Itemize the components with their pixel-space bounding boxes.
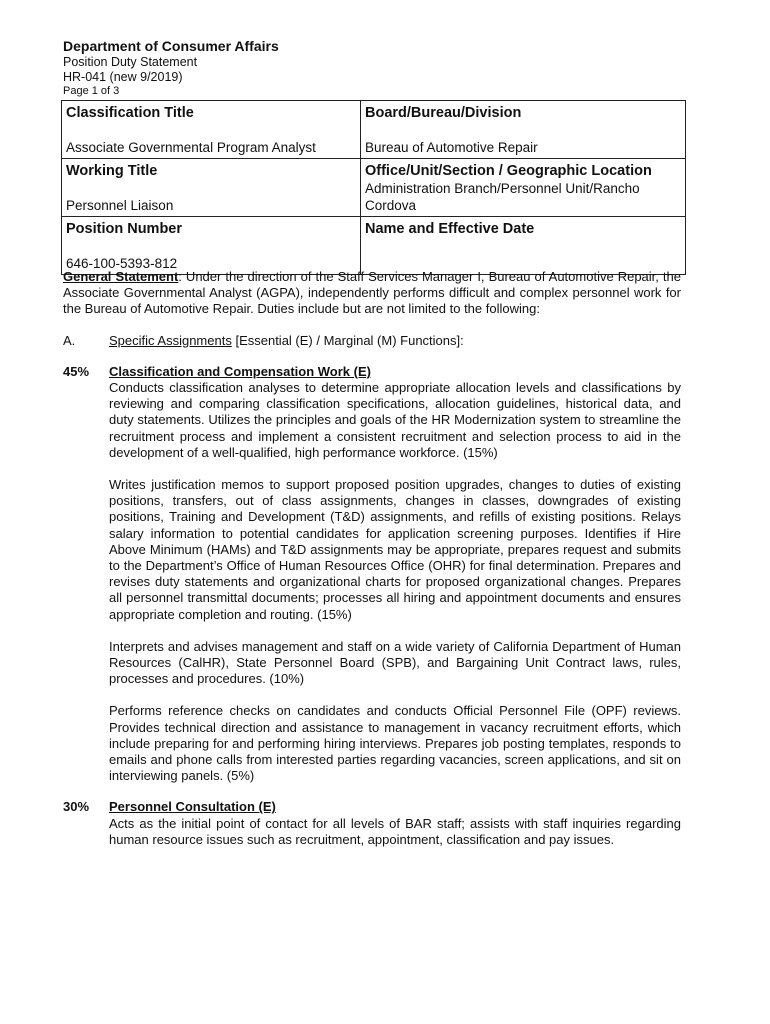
department-name: Department of Consumer Affairs [63,38,279,54]
classification-cell [62,101,361,159]
duty-paragraph: Writes justification memos to support proposed position upgrades, changes to duties of existing positions, transfers, out of class assignments, changes in classes, downgrades of existing positions, Training and Development (T&D) assignments, and refills of existing positions. Relays salary information to potential candidates for application screening purposes. Identifies if Hire Above Minimum (HAMs) and T&D assignments may be appropriate, prepares request and submits to the Department’s Office of Human Resources Office (OHR) for final determination. Prepares and revises duty statements and organizational charts for proposed organizational changes. Prepares all personnel transmittal documents; processes all hiring and appointment documents and ensures appropriate completion and routing. (15%) [109,477,681,622]
document-header [63,38,279,98]
duty-section [63,364,681,785]
duty-title: Personnel Consultation (E) [109,799,276,815]
office-location-value: Administration Branch/Personnel Unit/Rancho Cordova [365,181,640,213]
board-cell [361,101,686,159]
working-title-cell [62,159,361,217]
position-info-table [61,100,686,275]
section-letter: A. [63,332,76,348]
position-number-cell [62,217,361,275]
board-value: Bureau of Automotive Repair [365,140,538,155]
duty-percent: 45% [63,363,90,379]
name-effective-date-label: Name and Effective Date [365,221,535,237]
specific-assignments-label: Specific Assignments [109,332,232,348]
duty-title: Classification and Compensation Work (E) [109,363,371,379]
duty-paragraph: Performs reference checks on candidates and conducts Official Personnel File (OPF) reviews. Provides technical direction and assistance to management in vacancy recruitment efforts, which include preparing for and performing hiring interviews. Prepares job posting templates, responds to emails and phone calls from interested parties regarding vacancies, screen applications, and sit on interviewing panels. (5%) [109,703,681,784]
document-title: Position Duty Statement [63,55,198,69]
board-label: Board/Bureau/Division [365,105,522,121]
classification-title-label: Classification Title [66,105,194,121]
specific-assignments-heading [63,333,681,349]
page-indicator: Page 1 of 3 [63,85,120,97]
working-title-value: Personnel Liaison [66,198,174,213]
specific-assignments-suffix: [Essential (E) / Marginal (M) Functions]: [231,332,464,348]
general-statement-text: : Under the direction of the Staff Services Manager I, Bureau of Automotive Repair, the Associate Governmental Analyst (AGPA), independently performs difficult and complex personnel work for the Bureau of Automotive Repair. Duties include but are not limited to the following: [63,269,681,317]
position-number-value: 646-100-5393-812 [66,256,178,271]
name-date-cell [361,217,686,275]
general-statement-label: General Statement [63,269,179,284]
office-cell [361,159,686,217]
duty-paragraph: Conducts classification analyses to determine appropriate allocation levels and classifications by reviewing and comparing classification specifications, allocation guidelines, historical data, and duty statements. Utilizes the principles and goals of the HR Modernization system to streamline the recruitment process and implement a consistent recruitment and selection process to aid in the development of a well-qualified, high performance workforce. (15%) [109,380,681,460]
office-location-label: Office/Unit/Section / Geographic Location [365,163,652,179]
working-title-label: Working Title [66,163,158,179]
duty-statement-body [63,269,681,848]
form-id: HR-041 (new 9/2019) [63,70,183,84]
position-number-label: Position Number [66,221,183,237]
classification-title-value: Associate Governmental Program Analyst [66,140,316,155]
duty-paragraph: Interprets and advises management and staff on a wide variety of California Department of Human Resources (CalHR), State Personnel Board (SPB), and Bargaining Unit Contract laws, rules, processes and procedures. (10%) [109,638,681,687]
duty-section [63,799,681,848]
general-statement [63,269,681,318]
duty-percent: 30% [63,799,90,815]
duty-paragraph: Acts as the initial point of contact for all levels of BAR staff; assists with staff inquiries regarding human resource issues such as recruitment, appointment, classification and pay issues. [109,815,681,847]
